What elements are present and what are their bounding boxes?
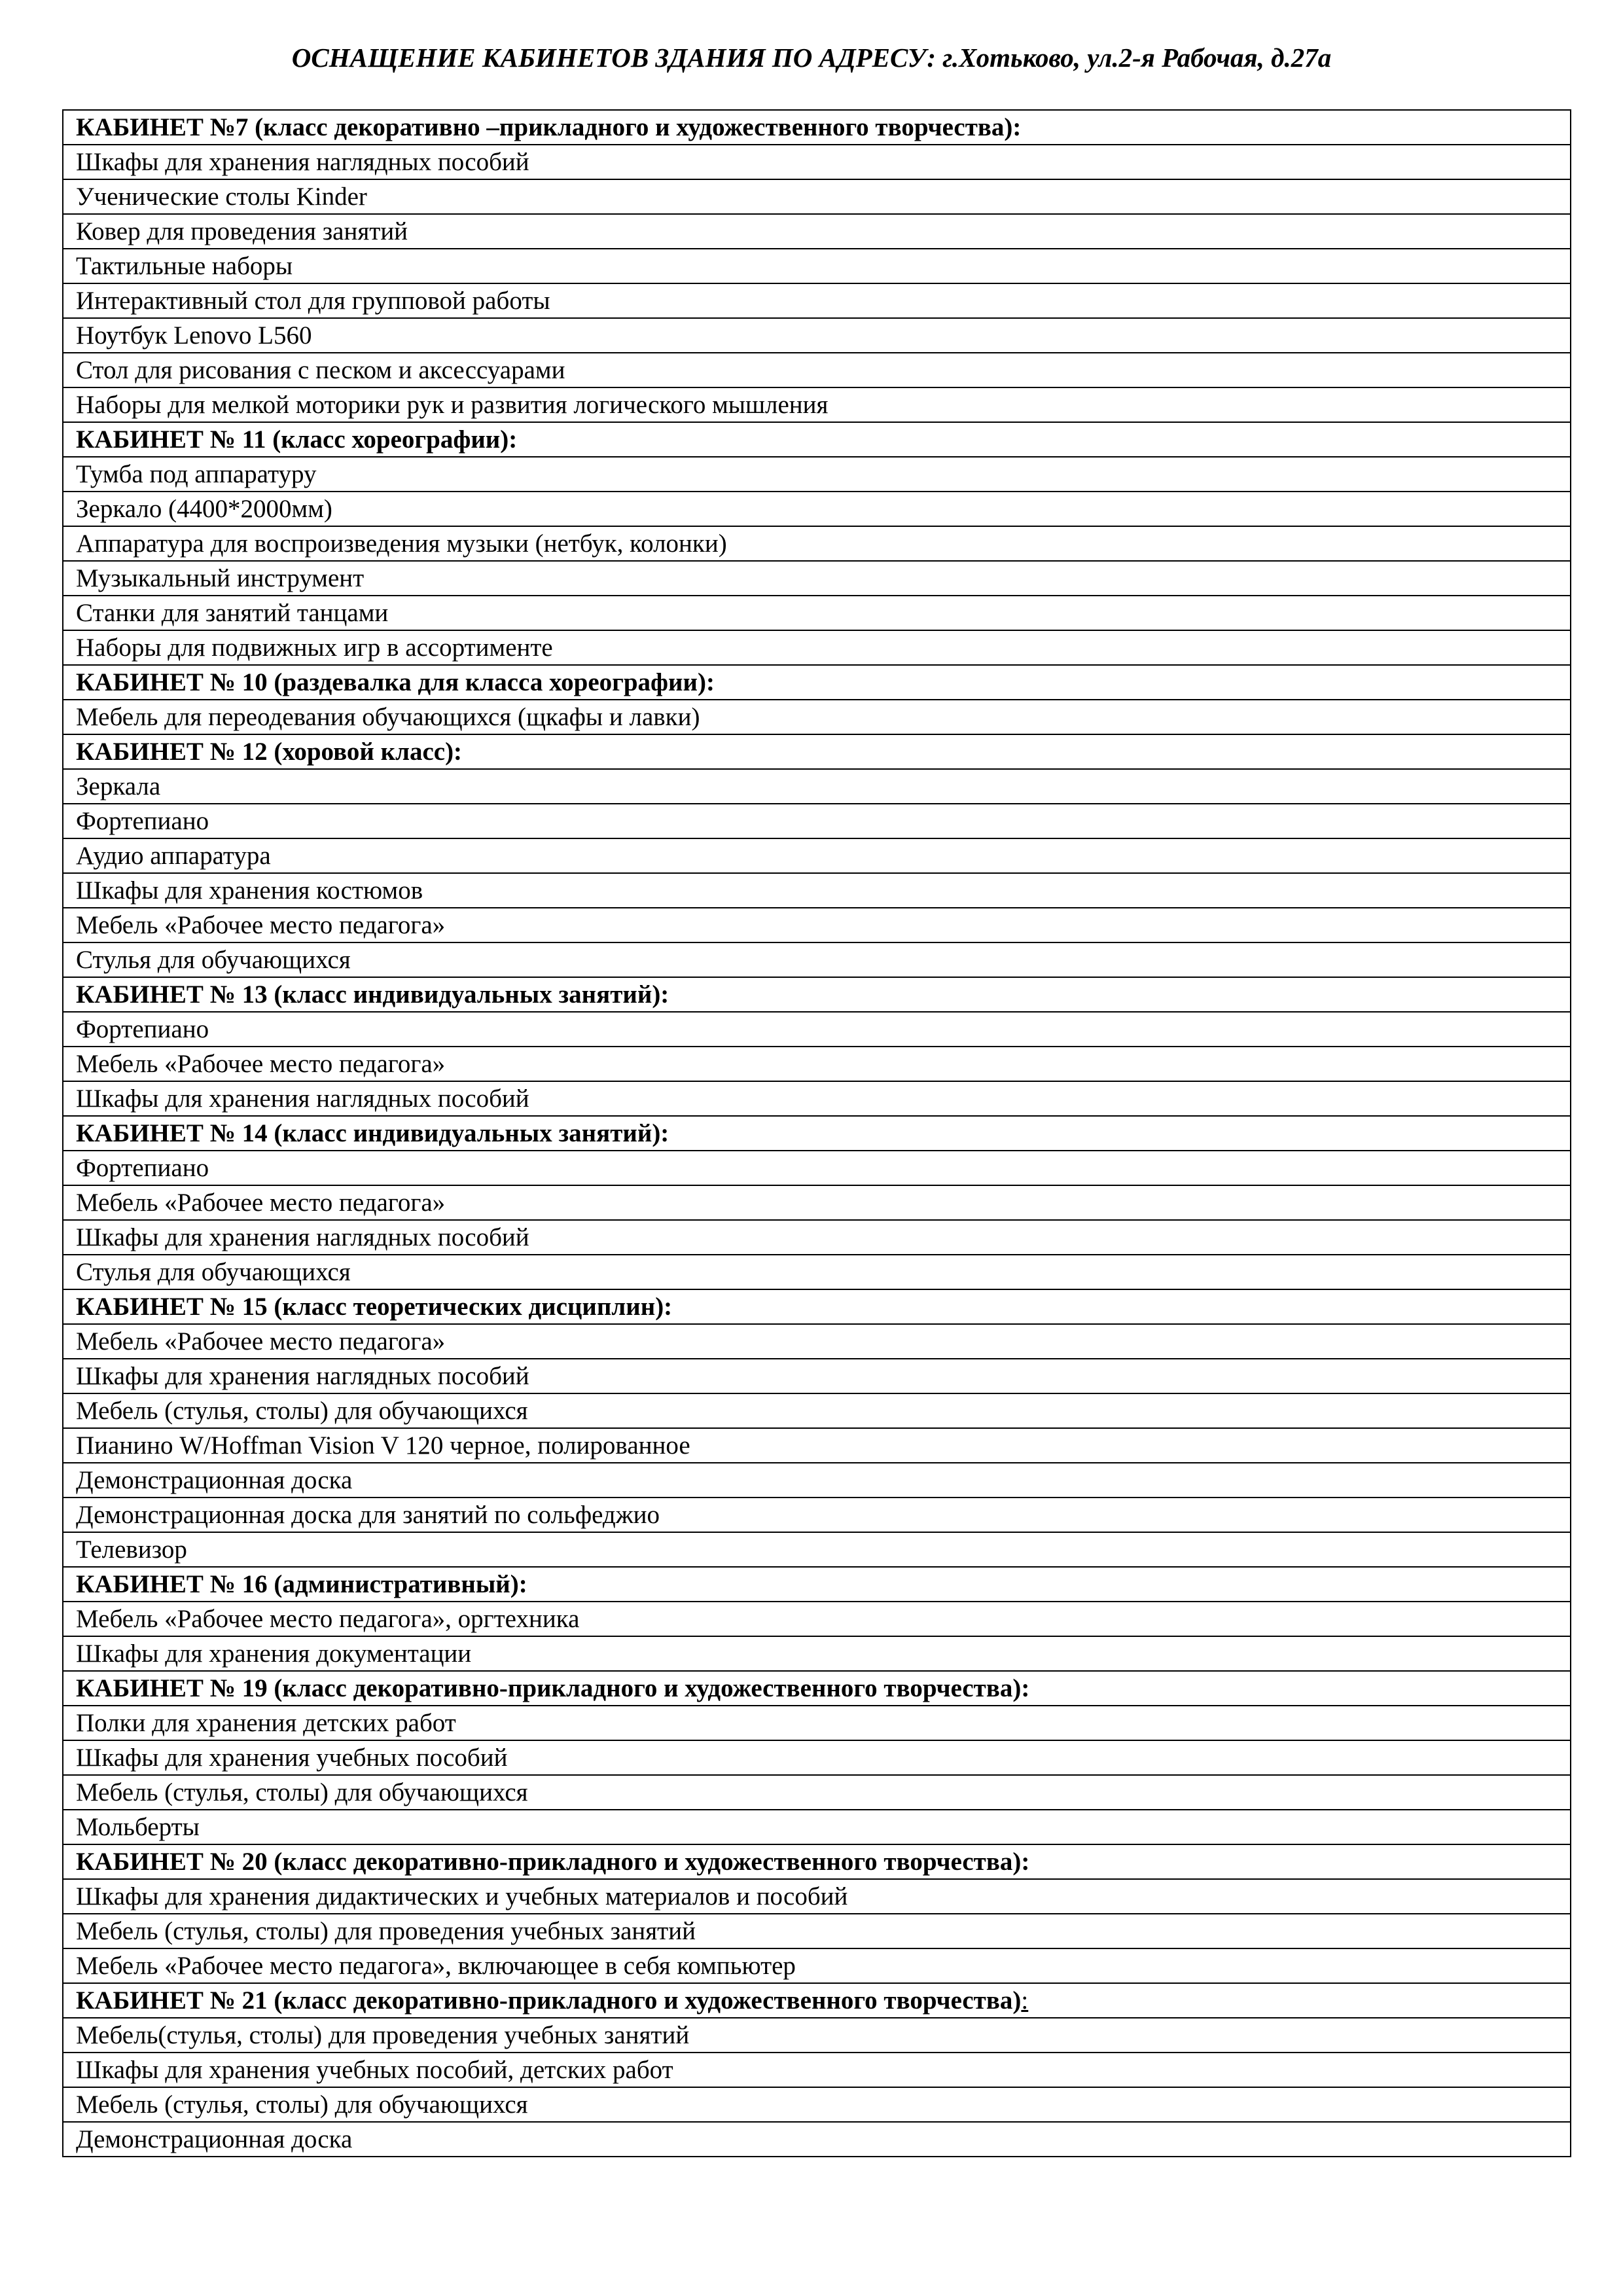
page-title: ОСНАЩЕНИЕ КАБИНЕТОВ ЗДАНИЯ ПО АДРЕСУ: г.Хотьково, ул.2-я Рабочая, д.27а [291,43,1332,73]
equipment-item: Зеркало (4400*2000мм) [63,492,1571,526]
room-heading [63,422,1571,457]
equipment-row [63,526,1571,561]
equipment-item: Станки для занятий танцами [63,596,1571,630]
room-heading [63,1844,1571,1879]
equipment-item: Наборы для мелкой моторики рук и развития логического мышления [63,387,1571,422]
room-heading [63,110,1571,145]
equipment-row [63,1047,1571,1081]
equipment-row [63,769,1571,804]
equipment-item: Ноутбук Lenovo L560 [63,318,1571,353]
equipment-row [63,1012,1571,1047]
equipment-item: Шкафы для хранения дидактических и учебных материалов и пособий [63,1879,1571,1914]
room-heading [63,734,1571,769]
equipment-item: Телевизор [63,1532,1571,1567]
equipment-item: Фортепиано [63,1151,1571,1185]
room-heading-text: КАБИНЕТ № 10 (раздевалка для класса хореографии): [76,668,715,696]
equipment-row [63,283,1571,318]
equipment-item: Тумба под аппаратуру [63,457,1571,492]
equipment-row [63,492,1571,526]
room-heading [63,1567,1571,1602]
equipment-item: Мебель (стулья, столы) для обучающихся [63,2087,1571,2122]
equipment-row [63,145,1571,179]
room-heading-text: КАБИНЕТ №7 (класс декоративно –прикладного и художественного творчества): [76,113,1022,141]
equipment-item: Стол для рисования с песком и аксессуарами [63,353,1571,387]
equipment-item: Стулья для обучающихся [63,1255,1571,1289]
equipment-row [63,1810,1571,1844]
equipment-row [63,1740,1571,1775]
equipment-item: Интерактивный стол для групповой работы [63,283,1571,318]
room-heading-row [63,1671,1571,1706]
equipment-row [63,1324,1571,1359]
equipment-item: Мебель «Рабочее место педагога», включающее в себя компьютер [63,1948,1571,1983]
equipment-row [63,1393,1571,1428]
equipment-item: Аудио аппаратура [63,838,1571,873]
equipment-row [63,1220,1571,1255]
room-heading-row [63,665,1571,700]
equipment-item: Демонстрационная доска [63,2122,1571,2157]
equipment-row [63,318,1571,353]
equipment-row [63,561,1571,596]
equipment-row [63,1081,1571,1116]
equipment-item: Мебель «Рабочее место педагога» [63,1324,1571,1359]
room-heading-text: КАБИНЕТ № 19 (класс декоративно-прикладного и художественного творчества): [76,1674,1030,1702]
equipment-item: Фортепиано [63,804,1571,838]
room-heading-text: КАБИНЕТ № 16 (административный): [76,1570,527,1598]
equipment-row [63,1463,1571,1498]
room-heading-text: КАБИНЕТ № 12 (хоровой класс): [76,738,463,766]
equipment-item: Мебель «Рабочее место педагога», оргтехника [63,1602,1571,1636]
room-heading-text: КАБИНЕТ № 20 (класс декоративно-прикладного и художественного творчества): [76,1848,1030,1876]
room-heading-row [63,1116,1571,1151]
room-heading-row [63,1289,1571,1324]
equipment-item: Мебель для переодевания обучающихся (щкафы и лавки) [63,700,1571,734]
equipment-row [63,1948,1571,1983]
room-heading [63,1671,1571,1706]
equipment-row [63,838,1571,873]
equipment-row [63,700,1571,734]
equipment-item: Шкафы для хранения наглядных пособий [63,1220,1571,1255]
equipment-item: Шкафы для хранения наглядных пособий [63,1359,1571,1393]
equipment-item: Шкафы для хранения костюмов [63,873,1571,908]
equipment-row [63,1185,1571,1220]
equipment-table [62,109,1571,2157]
room-heading [63,1289,1571,1324]
equipment-item: Аппаратура для воспроизведения музыки (нетбук, колонки) [63,526,1571,561]
equipment-row [63,2087,1571,2122]
room-heading-row [63,1844,1571,1879]
equipment-item: Стулья для обучающихся [63,942,1571,977]
equipment-row [63,1359,1571,1393]
equipment-row [63,873,1571,908]
room-heading-text: КАБИНЕТ № 11 (класс хореографии): [76,425,518,454]
equipment-table-body [63,110,1571,2157]
equipment-item: Мольберты [63,1810,1571,1844]
equipment-row [63,1498,1571,1532]
equipment-row [63,1706,1571,1740]
equipment-item: Тактильные наборы [63,249,1571,283]
equipment-row [63,1151,1571,1185]
equipment-item: Ковер для проведения занятий [63,214,1571,249]
equipment-item: Шкафы для хранения учебных пособий, детских работ [63,2053,1571,2087]
equipment-row [63,2053,1571,2087]
equipment-item: Демонстрационная доска [63,1463,1571,1498]
equipment-item: Мебель «Рабочее место педагога» [63,1047,1571,1081]
equipment-row [63,2018,1571,2053]
equipment-item: Шкафы для хранения учебных пособий [63,1740,1571,1775]
room-heading [63,1116,1571,1151]
equipment-row [63,804,1571,838]
room-heading-text: КАБИНЕТ № 21 (класс декоративно-прикладного и художественного творчества) [76,1986,1022,2015]
equipment-row [63,596,1571,630]
equipment-row [63,1255,1571,1289]
room-heading-text: КАБИНЕТ № 14 (класс индивидуальных занятий): [76,1119,669,1147]
equipment-row [63,353,1571,387]
equipment-item: Мебель (стулья, столы) для проведения учебных занятий [63,1914,1571,1948]
equipment-row [63,1775,1571,1810]
equipment-row [63,908,1571,942]
equipment-row [63,942,1571,977]
equipment-row [63,1879,1571,1914]
equipment-row [63,1532,1571,1567]
equipment-row [63,1428,1571,1463]
room-heading-row [63,110,1571,145]
equipment-row [63,457,1571,492]
equipment-item: Фортепиано [63,1012,1571,1047]
equipment-row [63,1636,1571,1671]
equipment-item: Шкафы для хранения наглядных пособий [63,1081,1571,1116]
room-heading [63,977,1571,1012]
room-heading-suffix: : [1021,1986,1029,2015]
equipment-item: Мебель «Рабочее место педагога» [63,908,1571,942]
room-heading-row [63,734,1571,769]
room-heading-row [63,1567,1571,1602]
equipment-item: Шкафы для хранения документации [63,1636,1571,1671]
equipment-item: Зеркала [63,769,1571,804]
equipment-row [63,2122,1571,2157]
room-heading-row [63,422,1571,457]
room-heading [63,665,1571,700]
equipment-item: Пианино W/Hoffman Vision V 120 черное, полированное [63,1428,1571,1463]
equipment-item: Мебель(стулья, столы) для проведения учебных занятий [63,2018,1571,2053]
equipment-row [63,387,1571,422]
equipment-item: Ученические столы Kinder [63,179,1571,214]
equipment-row [63,179,1571,214]
equipment-item: Полки для хранения детских работ [63,1706,1571,1740]
equipment-item: Шкафы для хранения наглядных пособий [63,145,1571,179]
equipment-row [63,1914,1571,1948]
room-heading-row [63,977,1571,1012]
equipment-item: Музыкальный инструмент [63,561,1571,596]
room-heading-text: КАБИНЕТ № 15 (класс теоретических дисциплин): [76,1293,673,1321]
equipment-row [63,1602,1571,1636]
room-heading [63,1983,1571,2018]
equipment-item: Мебель (стулья, столы) для обучающихся [63,1775,1571,1810]
equipment-item: Демонстрационная доска для занятий по сольфеджио [63,1498,1571,1532]
equipment-row [63,630,1571,665]
equipment-item: Наборы для подвижных игр в ассортименте [63,630,1571,665]
room-heading-text: КАБИНЕТ № 13 (класс индивидуальных занятий): [76,980,669,1009]
equipment-row [63,214,1571,249]
equipment-item: Мебель «Рабочее место педагога» [63,1185,1571,1220]
room-heading-row [63,1983,1571,2018]
equipment-row [63,249,1571,283]
equipment-item: Мебель (стулья, столы) для обучающихся [63,1393,1571,1428]
